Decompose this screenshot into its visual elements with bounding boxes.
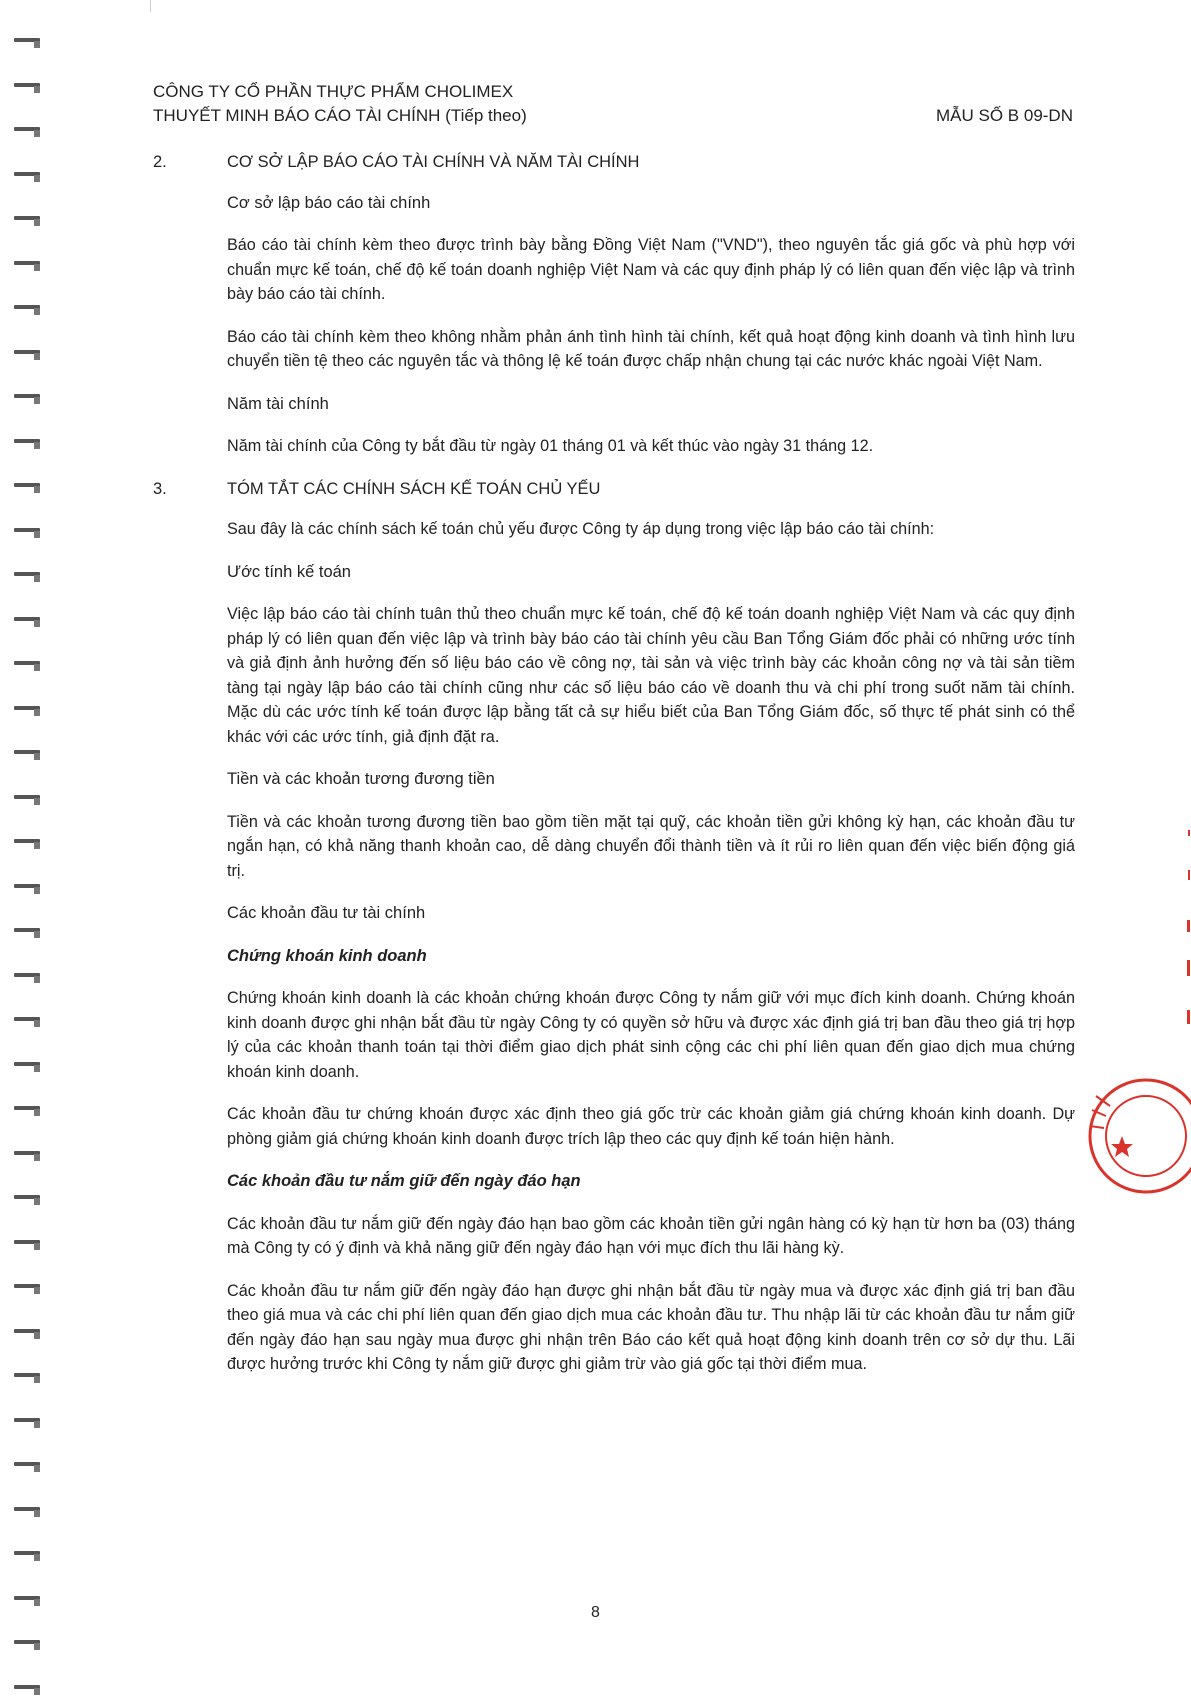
section-number: 3.	[153, 479, 167, 498]
binding-ring-icon	[14, 528, 40, 538]
binding-ring-icon	[14, 1462, 40, 1472]
section-title: TÓM TẮT CÁC CHÍNH SÁCH KẾ TOÁN CHỦ YẾU	[227, 479, 601, 498]
binding-ring-icon	[14, 305, 40, 315]
binding-ring-icon	[14, 661, 40, 671]
binding-ring-icon	[14, 127, 40, 137]
binding-ring-icon	[14, 1151, 40, 1161]
subheading-estimates: Ước tính kế toán	[227, 562, 351, 581]
binding-ring-icon	[14, 1373, 40, 1383]
binding-ring-icon	[14, 1329, 40, 1339]
margin-marks	[1186, 830, 1191, 1080]
paragraph: Các khoản đầu tư chứng khoán được xác định theo giá gốc trừ các khoản giảm giá chứng khoán kinh doanh. Dự phòng giảm giá chứng khoán kinh doanh được trích lập theo các quy định kế toán hiện hành.	[227, 1105, 1075, 1148]
binding-ring-icon	[14, 1640, 40, 1650]
section-heading-3	[153, 477, 1075, 502]
company-seal-icon	[1086, 1076, 1191, 1196]
binding-ring-icon	[14, 394, 40, 404]
subheading-investments: Các khoản đầu tư tài chính	[227, 904, 426, 922]
paragraph: Tiền và các khoản tương đương tiền bao gồm tiền mặt tại quỹ, các khoản tiền gửi không kỳ hạn, các khoản đầu tư ngắn hạn, có khả năng thanh khoản cao, dễ dàng chuyển đổi thành tiền và ít rủi ro liên quan đến việc biến động giá trị.	[227, 812, 1075, 880]
binding-ring-icon	[14, 1418, 40, 1428]
page-body	[153, 150, 1075, 1395]
paragraph: Báo cáo tài chính kèm theo không nhằm phản ánh tình hình tài chính, kết quả hoạt động kinh doanh và tình hình lưu chuyển tiền tệ theo các nguyên tắc và thông lệ kế toán được chấp nhận chung tại các nước khác ngoài Việt Nam.	[227, 327, 1075, 370]
binding-ring-icon	[14, 483, 40, 493]
company-name: CÔNG TY CỔ PHẦN THỰC PHẨM CHOLIMEX	[153, 82, 514, 101]
binding-ring-icon	[14, 706, 40, 716]
section-3-body	[153, 517, 1075, 1377]
page-number: 8	[591, 1604, 600, 1621]
paragraph: Các khoản đầu tư nắm giữ đến ngày đáo hạn được ghi nhận bắt đầu từ ngày mua và được xác định giá trị ban đầu theo giá mua và các chi phí liên quan đến giao dịch mua các khoản đầu tư. Thu nhập lãi từ các khoản đầu tư nắm giữ đến ngày đáo hạn sau ngày mua được ghi nhận trên Báo cáo kết quả hoạt động kinh doanh trên cơ sở dự thu. Lãi được hưởng trước khi Công ty nắm giữ được ghi giảm trừ vào giá gốc tại thời điểm mua.	[227, 1281, 1075, 1373]
paragraph: Năm tài chính của Công ty bắt đầu từ ngày 01 tháng 01 và kết thúc vào ngày 31 tháng 12.	[227, 437, 874, 455]
section-title: CƠ SỞ LẬP BÁO CÁO TÀI CHÍNH VÀ NĂM TÀI CHÍNH	[227, 153, 640, 171]
subheading-fiscal-year: Năm tài chính	[227, 394, 329, 413]
binding-ring-icon	[14, 572, 40, 582]
binding-ring-icon	[14, 1017, 40, 1027]
binding-ring-icon	[14, 1106, 40, 1116]
binding-ring-icon	[14, 1551, 40, 1561]
subheading-held-to-maturity: Các khoản đầu tư nắm giữ đến ngày đáo hạn	[227, 1172, 581, 1190]
scan-mark	[150, 0, 151, 12]
binding-ring-icon	[14, 439, 40, 449]
form-number: MẪU SỐ B 09-DN	[936, 106, 1073, 125]
binding-ring-icon	[14, 216, 40, 226]
paragraph: Chứng khoán kinh doanh là các khoản chứng khoán được Công ty nắm giữ với mục đích kinh doanh. Chứng khoán kinh doanh được ghi nhận bắt đầu từ ngày Công ty có quyền sở hữu và được xác định giá trị ban đầu theo giá trị hợp lý của các khoản thanh toán tại thời điểm giao dịch phát sinh cộng các chi phí liên quan đến giao dịch mua chứng khoán kinh doanh.	[227, 989, 1075, 1081]
subheading-basis: Cơ sở lập báo cáo tài chính	[227, 193, 431, 212]
binding-rings	[0, 0, 60, 1697]
binding-ring-icon	[14, 83, 40, 93]
section-2-body	[153, 191, 1075, 459]
binding-ring-icon	[14, 1195, 40, 1205]
paragraph: Các khoản đầu tư nắm giữ đến ngày đáo hạn bao gồm các khoản tiền gửi ngân hàng có kỳ hạn từ hơn ba (03) tháng mà Công ty có ý định và khả năng giữ đến ngày đáo hạn với mục đích thu lãi hàng kỳ.	[227, 1214, 1075, 1257]
paragraph: Việc lập báo cáo tài chính tuân thủ theo chuẩn mực kế toán, chế độ kế toán doanh nghiệp Việt Nam và các quy định pháp lý có liên quan đến việc lập và trình bày báo cáo tài chính yêu cầu Ban Tổng Giám đốc phải có những ước tính và giả định ảnh hưởng đến số liệu báo cáo về công nợ, tài sản và việc trình bày các khoản công nợ và tài sản tiềm tàng tại ngày lập báo cáo tài chính cũng như các số liệu báo cáo về doanh thu và chi phí trong suốt năm tài chính. Mặc dù các ước tính kế toán được lập bằng tất cả sự hiểu biết của Ban Tổng Giám đốc, số thực tế phát sinh có thể khác với các ước tính, giả định đặt ra.	[227, 605, 1075, 746]
binding-ring-icon	[14, 261, 40, 271]
paragraph: Báo cáo tài chính kèm theo được trình bày bằng Đồng Việt Nam ("VND"), theo nguyên tắc giá gốc và phù hợp với chuẩn mực kế toán, chế độ kế toán doanh nghiệp Việt Nam và các quy định pháp lý có liên quan đến việc lập và trình bày báo cáo tài chính.	[227, 236, 1075, 303]
binding-ring-icon	[14, 1507, 40, 1517]
binding-ring-icon	[14, 839, 40, 849]
binding-ring-icon	[14, 750, 40, 760]
report-subtitle: THUYẾT MINH BÁO CÁO TÀI CHÍNH (Tiếp theo)	[153, 106, 527, 125]
binding-ring-icon	[14, 38, 40, 48]
binding-ring-icon	[14, 795, 40, 805]
section-number: 2.	[153, 153, 167, 171]
subheading-cash: Tiền và các khoản tương đương tiền	[227, 770, 495, 788]
binding-ring-icon	[14, 1240, 40, 1250]
binding-ring-icon	[14, 1284, 40, 1294]
binding-ring-icon	[14, 973, 40, 983]
binding-ring-icon	[14, 617, 40, 627]
binding-ring-icon	[14, 1685, 40, 1695]
binding-ring-icon	[14, 884, 40, 894]
page-header	[153, 80, 1073, 128]
paragraph: Sau đây là các chính sách kế toán chủ yếu được Công ty áp dụng trong việc lập báo cáo tài chính:	[227, 520, 935, 538]
binding-ring-icon	[14, 350, 40, 360]
binding-ring-icon	[14, 928, 40, 938]
binding-ring-icon	[14, 172, 40, 182]
binding-ring-icon	[14, 1062, 40, 1072]
subheading-trading-securities: Chứng khoán kinh doanh	[227, 946, 427, 965]
section-heading-2	[153, 150, 1075, 175]
